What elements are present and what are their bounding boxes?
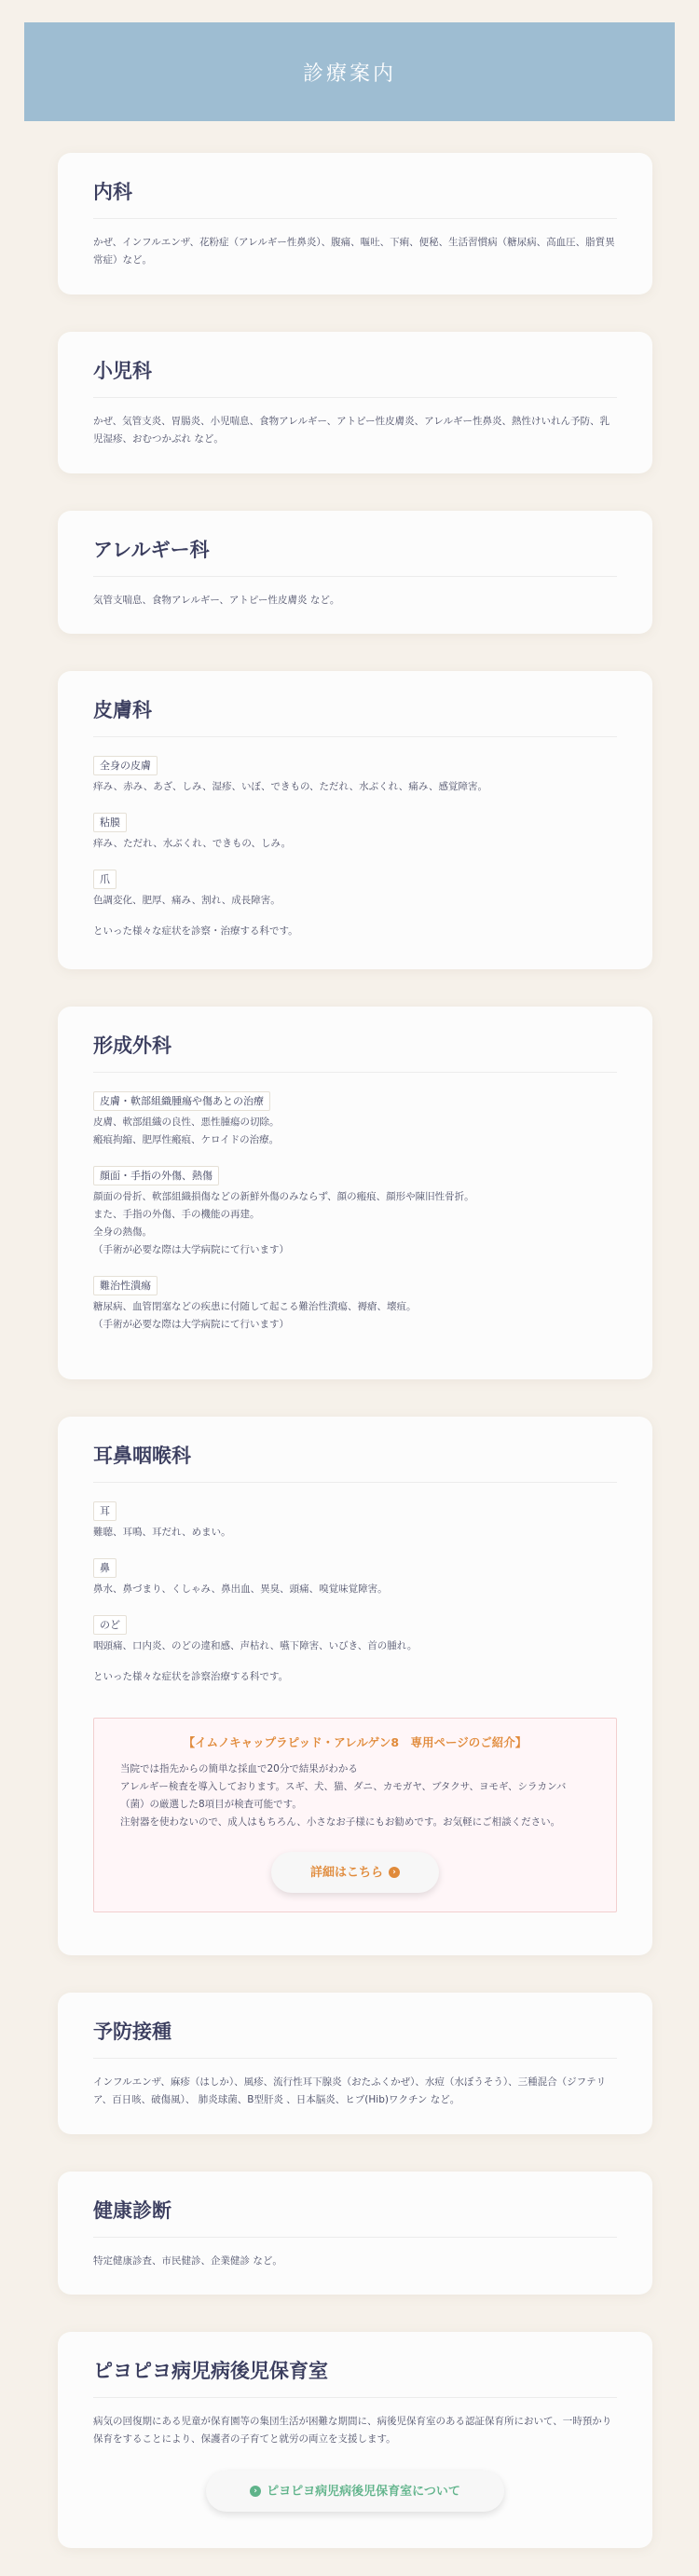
promo-text: 当院では指先からの簡単な採血で20分で結果がわかる xyxy=(120,1763,358,1774)
card-text: 病気の回復期にある児童が保育園等の集団生活が困難な期間に、病後児保育室のある認証保育所において、一時預かり保育をすることにより、保護者の子育てと就労の両立を支援します。 xyxy=(93,2416,612,2445)
subsection-label: 全身の皮膚 xyxy=(93,756,158,775)
card-title: 内科 xyxy=(93,177,617,219)
card-keisei xyxy=(58,1007,652,1379)
subsection-label: 耳 xyxy=(93,1501,116,1521)
promo-details-button-label: 詳細はこちら xyxy=(309,1865,383,1880)
card-title: 健康診断 xyxy=(93,2196,617,2238)
subsection-label: 爪 xyxy=(93,870,116,889)
subsection-text: 咽頭痛、口内炎、のどの違和感、声枯れ、嚥下障害、いびき、首の腫れ。 xyxy=(93,1640,418,1651)
card-text: インフルエンザ、麻疹（はしか）、風疹、流行性耳下腺炎（おたふくかぜ）、水痘（水ぼうそう）、三種混合（ジフテリア、百日咳、破傷風）、 肺炎球菌、B型肝炎 、日本脳炎、ヒブ(Hib)ワクチン など。 xyxy=(93,2076,607,2105)
subsection-text: 瘢痕拘縮、肥厚性瘢痕、ケロイドの治療。 xyxy=(93,1134,280,1145)
card-hoiku xyxy=(58,2332,652,2548)
subsection-text: 色調変化、肥厚、痛み、割れ、成長障害。 xyxy=(93,895,281,906)
hoiku-info-button[interactable] xyxy=(206,2471,504,2512)
card-title: ピヨピヨ病児病後児保育室 xyxy=(93,2356,617,2398)
circle-arrow-right-icon: › xyxy=(250,2486,261,2497)
card-allergy xyxy=(58,511,652,634)
subsection-text: （手術が必要な際は大学病院にて行います） xyxy=(93,1244,289,1255)
hoiku-info-button-label: ピヨピヨ病児病後児保育室について xyxy=(267,2484,460,2499)
card-shonika xyxy=(58,332,652,473)
subsection-text: 全身の熱傷。 xyxy=(93,1226,152,1238)
subsection-text: 皮膚、軟部組織の良性、悪性腫瘍の切除。 xyxy=(93,1117,280,1128)
card-jibika xyxy=(58,1417,652,1955)
card-text: かぜ、インフルエンザ、花粉症（アレルギー性鼻炎）、腹痛、嘔吐、下痢、便秘、生活習慣病（糖尿病、高血圧、脂質異常症）など。 xyxy=(93,237,615,266)
card-footer-text: といった様々な症状を診察・治療する科です。 xyxy=(93,925,298,937)
subsection-text: 鼻水、鼻づまり、くしゃみ、鼻出血、異臭、頭痛、嗅覚味覚障害。 xyxy=(93,1583,388,1595)
subsection-text: 糖尿病、血管閉塞などの疾患に付随して起こる難治性潰瘍、褥瘡、壊疽。 xyxy=(93,1301,417,1312)
card-title: 形成外科 xyxy=(93,1031,617,1073)
subsection-text: 痒み、赤み、あざ、しみ、湿疹、いぼ、できもの、ただれ、水ぶくれ、痛み、感覚障害。 xyxy=(93,781,487,792)
promo-text: アレルギー検査を導入しております。スギ、犬、猫、ダニ、カモガヤ、ブタクサ、ヨモギ、シラカンバ（菌）の厳選した8項目が検査可能です。 xyxy=(120,1781,567,1810)
promo-details-button[interactable] xyxy=(271,1852,439,1893)
subsection-text: また、手指の外傷、手の機能の再建。 xyxy=(93,1209,260,1220)
subsection-label: 粘膜 xyxy=(93,813,127,832)
page-header xyxy=(24,22,675,121)
page-title: 診療案内 xyxy=(302,62,396,86)
subsection-label: 皮膚・軟部組織腫瘍や傷あとの治療 xyxy=(93,1091,270,1111)
subsection-text: 難聴、耳鳴、耳だれ、めまい。 xyxy=(93,1527,231,1538)
subsection-label: 難治性潰瘍 xyxy=(93,1276,158,1295)
card-kenshin xyxy=(58,2172,652,2295)
card-hifuka xyxy=(58,671,652,969)
card-title: 耳鼻咽喉科 xyxy=(93,1441,617,1483)
subsection-text: （手術が必要な際は大学病院にて行います） xyxy=(93,1319,289,1330)
subsection-text: 顔面の骨折、軟部組織損傷などの新鮮外傷のみならず、顔の瘢痕、顔形や陳旧性骨折。 xyxy=(93,1191,474,1202)
subsection-label: のど xyxy=(93,1615,127,1635)
card-text: 気管支喘息、食物アレルギー、アトピー性皮膚炎 など。 xyxy=(93,595,340,606)
subsection-label: 顔面・手指の外傷、熱傷 xyxy=(93,1166,219,1185)
circle-arrow-right-icon: › xyxy=(389,1867,400,1878)
card-yobou xyxy=(58,1993,652,2134)
card-footer-text: といった様々な症状を診察治療する科です。 xyxy=(93,1671,289,1682)
promo-text: 注射器を使わないので、成人はもちろん、小さなお子様にもお勧めです。お気軽にご相談ください。 xyxy=(120,1816,561,1828)
allergy-test-promo xyxy=(93,1718,617,1912)
card-title: アレルギー科 xyxy=(93,535,617,577)
card-title: 予防接種 xyxy=(93,2017,617,2059)
card-title: 小児科 xyxy=(93,356,617,398)
card-naika xyxy=(58,153,652,295)
promo-title: 【イムノキャップラピッド・アレルゲン8 専用ページのご紹介】 xyxy=(183,1735,528,1749)
card-text: 特定健康診査、市民健診、企業健診 など。 xyxy=(93,2255,282,2267)
subsection-text: 痒み、ただれ、水ぶくれ、できもの、しみ。 xyxy=(93,838,292,849)
card-title: 皮膚科 xyxy=(93,695,617,737)
subsection-label: 鼻 xyxy=(93,1558,116,1578)
card-text: かぜ、気管支炎、胃腸炎、小児喘息、食物アレルギー、アトピー性皮膚炎、アレルギー性鼻炎、熱性けいれん予防、乳児湿疹、おむつかぶれ など。 xyxy=(93,416,610,445)
